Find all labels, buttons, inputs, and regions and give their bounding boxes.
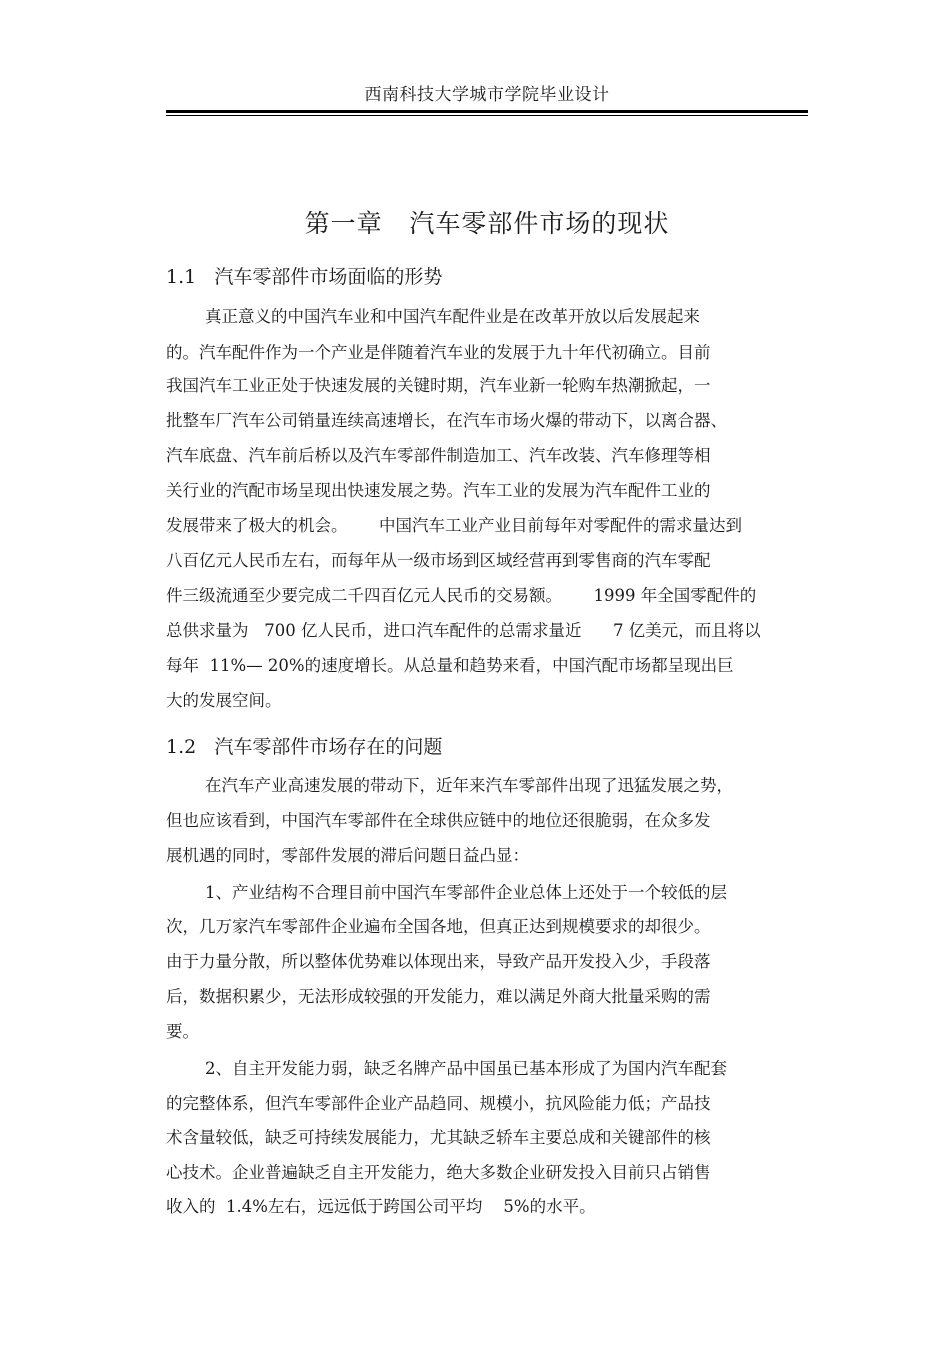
list-item-line: 心技术。企业普遍缺乏自主开发能力，绝大多数企业研发投入目前只占销售 xyxy=(166,1163,711,1182)
paragraph-line: 汽车底盘、汽车前后桥以及汽车零部件制造加工、汽车改装、汽车修理等相 xyxy=(166,446,711,465)
list-item-line: 的完整体系，但汽车零部件企业产品趋同、规模小，抗风险能力低；产品技 xyxy=(166,1094,711,1113)
header-rule-thick xyxy=(166,110,808,113)
list-item-line: 由于力量分散，所以整体优势难以体现出来，导致产品开发投入少，手段落 xyxy=(166,952,711,971)
paragraph-line: 展机遇的同时，零部件发展的滞后问题日益凸显： xyxy=(166,846,529,865)
paragraph-line: 大的发展空间。 xyxy=(166,691,282,710)
paragraph-line: 在汽车产业高速发展的带动下，近年来汽车零部件出现了迅猛发展之势， xyxy=(205,776,733,795)
chapter-title: 第一章 汽车零部件市场的现状 xyxy=(304,209,670,238)
header-rule-thin xyxy=(166,115,808,116)
paragraph-line: 我国汽车工业正处于快速发展的关键时期，汽车业新一轮购车热潮掀起，一 xyxy=(166,376,711,395)
section-title-1-2: 1.2 汽车零部件市场存在的问题 xyxy=(166,736,443,758)
list-item-line: 要。 xyxy=(166,1022,199,1041)
section-title-1-1: 1.1 汽车零部件市场面临的形势 xyxy=(166,266,443,288)
running-header: 西南科技大学城市学院毕业设计 xyxy=(364,85,610,105)
paragraph-line: 但也应该看到，中国汽车零部件在全球供应链中的地位还很脆弱，在众多发 xyxy=(166,811,711,830)
paragraph-line: 关行业的汽配市场呈现出快速发展之势。汽车工业的发展为汽车配件工业的 xyxy=(166,481,711,500)
paragraph-line: 件三级流通至少要完成二千四百亿元人民币的交易额。 1999 年全国零配件的 xyxy=(166,586,757,605)
list-item-line: 次，几万家汽车零部件企业遍布全国各地，但真正达到规模要求的却很少。 xyxy=(166,917,711,936)
paragraph-line: 批整车厂汽车公司销量连续高速增长，在汽车市场火爆的带动下，以离合器、 xyxy=(166,411,727,430)
paragraph-line: 发展带来了极大的机会。 中国汽车工业产业目前每年对零配件的需求量达到 xyxy=(166,516,742,535)
list-item-line: 收入的 1.4%左右，远远低于跨国公司平均 5%的水平。 xyxy=(166,1197,596,1216)
list-item-line: 2、自主开发能力弱，缺乏名牌产品中国虽已基本形成了为国内汽车配套 xyxy=(205,1059,727,1078)
list-item-line: 后，数据积累少，无法形成较强的开发能力，难以满足外商大批量采购的需 xyxy=(166,987,711,1006)
paragraph-line: 八百亿元人民币左右，而每年从一级市场到区域经营再到零售商的汽车零配 xyxy=(166,551,711,570)
paragraph-line: 真正意义的中国汽车业和中国汽车配件业是在改革开放以后发展起来 xyxy=(205,307,700,326)
list-item-line: 1、产业结构不合理目前中国汽车零部件企业总体上还处于一个较低的层 xyxy=(205,883,727,902)
list-item-line: 术含量较低，缺乏可持续发展能力，尤其缺乏轿车主要总成和关键部件的核 xyxy=(166,1128,711,1147)
paragraph-line: 的。汽车配件作为一个产业是伴随着汽车业的发展于九十年代初确立。目前 xyxy=(166,343,711,362)
paragraph-line: 总供求量为 700 亿人民币，进口汽车配件的总需求量近 7 亿美元，而且将以 xyxy=(166,621,761,640)
paragraph-line: 每年 11%— 20%的速度增长。从总量和趋势来看，中国汽配市场都呈现出巨 xyxy=(166,656,734,675)
